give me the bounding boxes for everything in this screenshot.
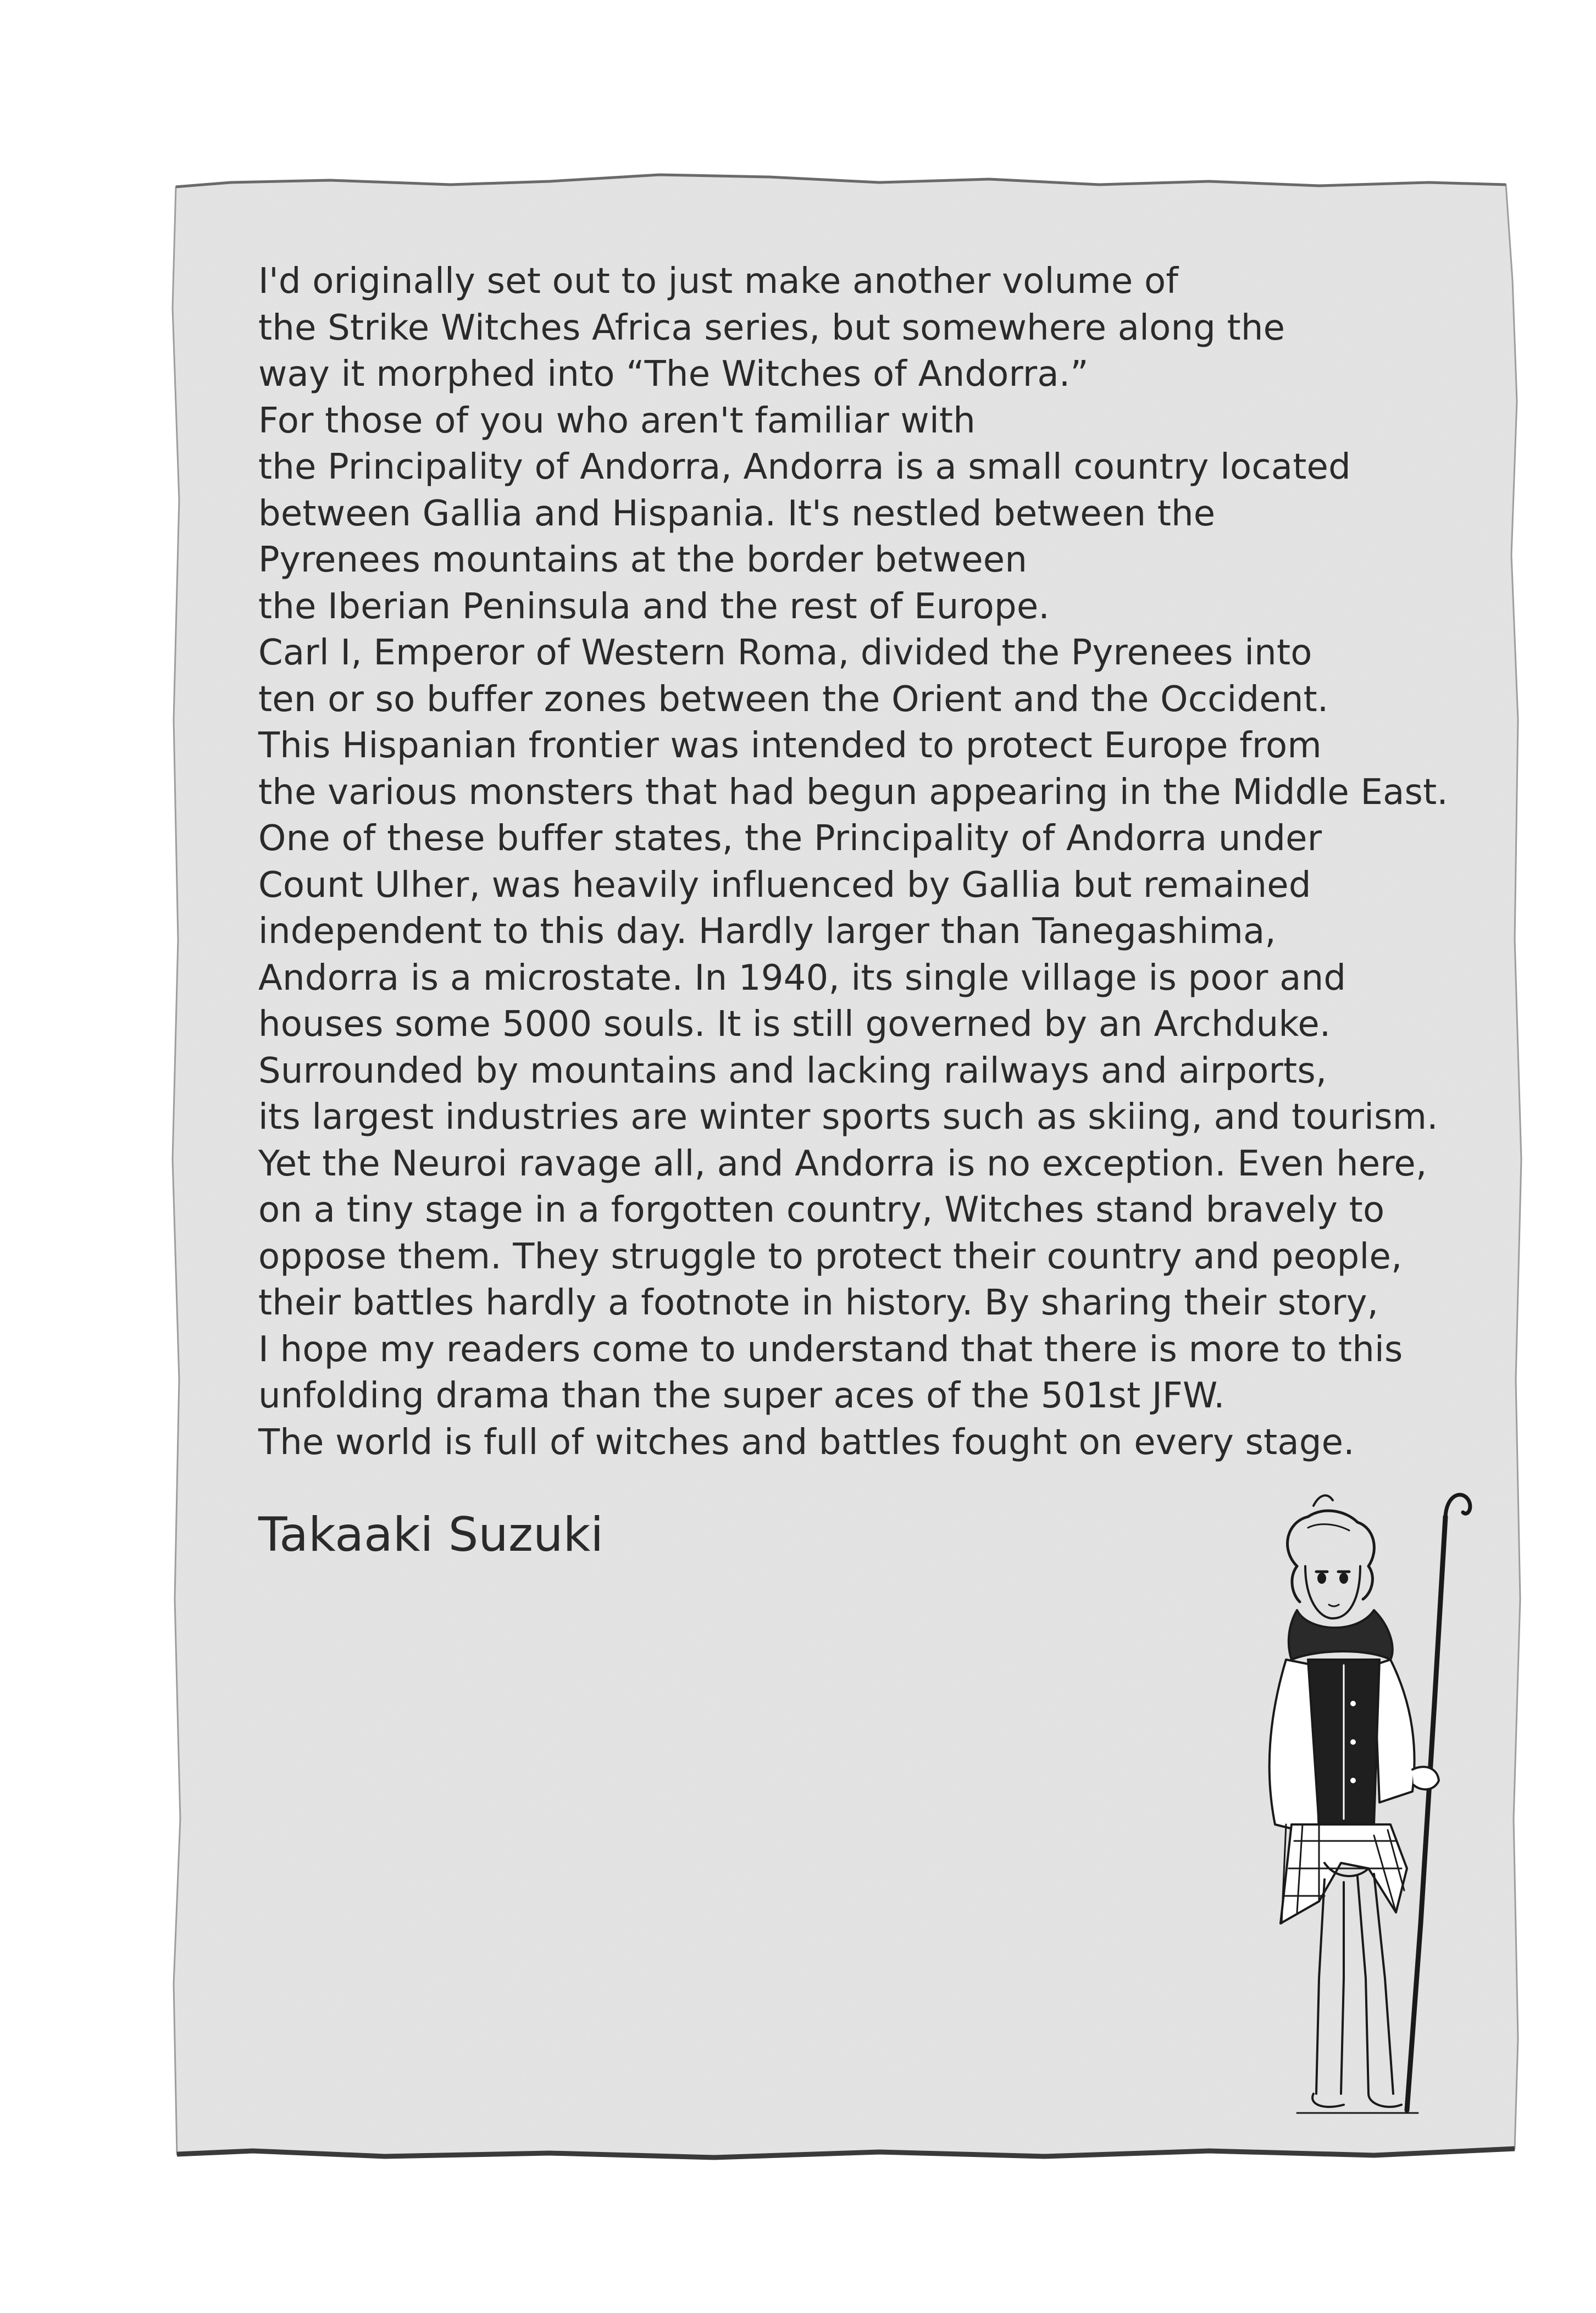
afterword-line: way it morphed into “The Witches of Andorra.” (258, 354, 1089, 395)
witch-with-staff-illustration (1231, 1484, 1489, 2132)
afterword-line: independent to this day. Hardly larger than Tanegashima, (258, 911, 1276, 952)
afterword-line: unfolding drama than the super aces of the 501st JFW. (258, 1375, 1225, 1416)
afterword-line: the Iberian Peninsula and the rest of Europe. (258, 586, 1050, 627)
afterword-line: Surrounded by mountains and lacking railways and airports, (258, 1050, 1327, 1091)
afterword-line: I hope my readers come to understand that there is more to this (258, 1329, 1403, 1370)
author-signature: Takaaki Suzuki (258, 1507, 604, 1562)
afterword-line: Count Ulher, was heavily influenced by Gallia but remained (258, 864, 1311, 906)
afterword-line: This Hispanian frontier was intended to protect Europe from (258, 725, 1322, 766)
afterword-line: I'd originally set out to just make another volume of (258, 261, 1179, 302)
afterword-line: For those of you who aren't familiar with (258, 400, 976, 441)
afterword-line: ten or so buffer zones between the Orient and the Occident. (258, 679, 1329, 720)
afterword-line: their battles hardly a footnote in history. By sharing their story, (258, 1283, 1379, 1323)
character-illustration (1231, 1484, 1489, 2132)
afterword-line: One of these buffer states, the Principality of Andorra under (258, 818, 1322, 859)
afterword-line: Pyrenees mountains at the border between (258, 540, 1028, 580)
afterword-line: its largest industries are winter sports such as skiing, and tourism. (258, 1097, 1438, 1138)
afterword-text (258, 258, 1544, 1466)
afterword-line: on a tiny stage in a forgotten country, Witches stand bravely to (258, 1190, 1385, 1230)
afterword-line: between Gallia and Hispania. It's nestled between the (258, 493, 1216, 534)
afterword-line: The world is full of witches and battles fought on every stage. (258, 1422, 1355, 1463)
afterword-line: the Principality of Andorra, Andorra is a small country located (258, 447, 1351, 487)
afterword-line: the various monsters that had begun appearing in the Middle East. (258, 772, 1448, 813)
afterword-line: Carl I, Emperor of Western Roma, divided the Pyrenees into (258, 633, 1312, 673)
afterword-line: Yet the Neuroi ravage all, and Andorra is no exception. Even here, (258, 1143, 1427, 1184)
afterword-line: the Strike Witches Africa series, but somewhere along the (258, 307, 1285, 348)
afterword-line: oppose them. They struggle to protect their country and people, (258, 1236, 1403, 1277)
afterword-line: Andorra is a microstate. In 1940, its single village is poor and (258, 957, 1346, 999)
afterword-line: houses some 5000 souls. It is still governed by an Archduke. (258, 1004, 1331, 1045)
